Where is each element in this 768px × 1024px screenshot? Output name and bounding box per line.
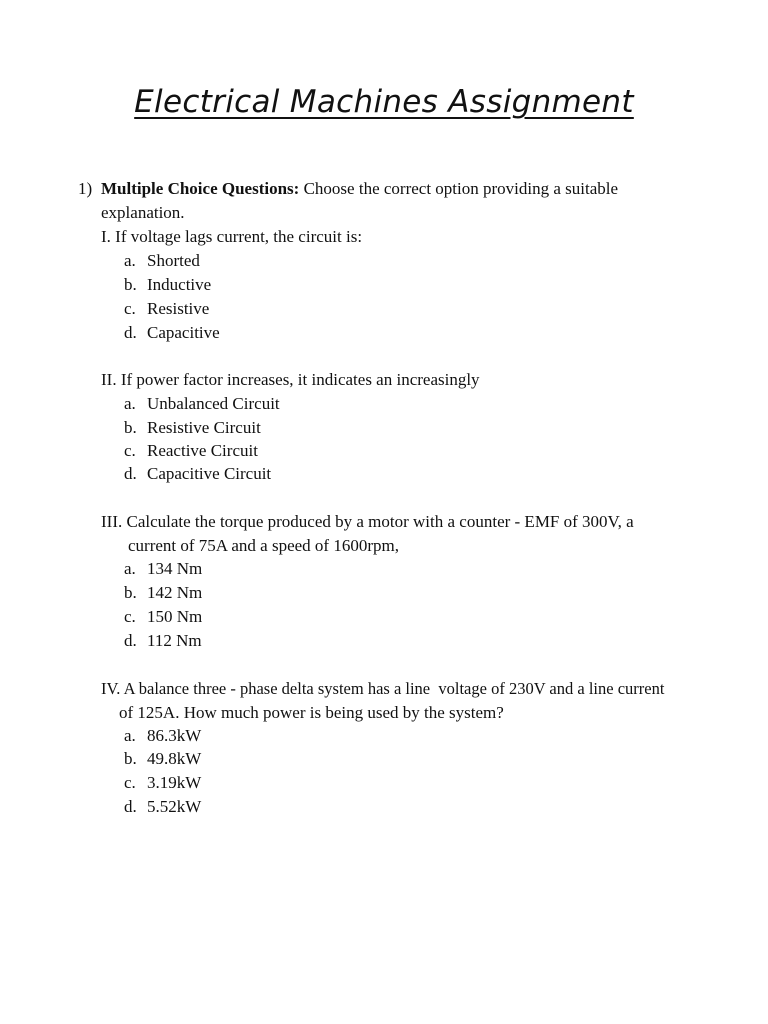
q3-option-d-letter: d. [124, 631, 137, 650]
q1-option-c-letter: c. [124, 299, 136, 318]
intro-text: Choose the correct option providing a suitable [303, 179, 619, 198]
q1-option-a-letter: a. [124, 251, 136, 270]
question-4-stem-line-2: of 125A. How much power is being used by the system? [119, 703, 504, 722]
q2-option-c-letter: c. [124, 441, 136, 460]
intro-heading: Multiple Choice Questions: [101, 179, 300, 198]
q2-option-b: Resistive Circuit [147, 418, 261, 437]
q2-option-b-letter: b. [124, 418, 137, 437]
q4-option-a: 86.3kW [147, 726, 202, 745]
question-1-stem: I. If voltage lags current, the circuit is: [101, 227, 363, 246]
q1-option-b-letter: b. [124, 275, 137, 294]
q1-option-b: Inductive [147, 275, 212, 294]
q3-option-c-letter: c. [124, 607, 136, 626]
q1-option-c: Resistive [147, 299, 210, 318]
q2-option-a-letter: a. [124, 394, 136, 413]
q3-option-a-letter: a. [124, 559, 136, 578]
question-3-stem-line-1: III. Calculate the torque produced by a motor with a counter - EMF of 300V, a [101, 512, 634, 531]
q1-option-d-letter: d. [124, 323, 137, 342]
question-3-stem-line-2: current of 75A and a speed of 1600rpm, [128, 536, 399, 555]
q3-option-c: 150 Nm [147, 607, 203, 626]
page-title [0, 80, 768, 124]
q4-option-a-letter: a. [124, 726, 136, 745]
q2-option-d: Capacitive Circuit [147, 464, 272, 483]
q3-option-b: 142 Nm [147, 583, 203, 602]
q4-option-b-letter: b. [124, 749, 137, 768]
q4-option-b: 49.8kW [147, 749, 202, 768]
q4-option-c-letter: c. [124, 773, 136, 792]
q3-option-b-letter: b. [124, 583, 137, 602]
question-4-stem-line-1: IV. A balance three - phase delta system has a line voltage of 230V and a line current [101, 679, 665, 698]
q2-option-a: Unbalanced Circuit [147, 394, 280, 413]
intro-line-1 [101, 177, 618, 201]
q1-option-a: Shorted [147, 251, 200, 270]
question-2-stem: II. If power factor increases, it indicates an increasingly [101, 370, 480, 389]
q4-option-d-letter: d. [124, 797, 137, 816]
q2-option-d-letter: d. [124, 464, 137, 483]
question-number: 1) [78, 179, 93, 198]
q3-option-d: 112 Nm [147, 631, 202, 650]
title-text: Electrical Machines Assignment [134, 84, 634, 120]
q1-option-d: Capacitive [147, 323, 220, 342]
intro-line-2: explanation. [101, 203, 185, 222]
q2-option-c: Reactive Circuit [147, 441, 258, 460]
q4-option-c: 3.19kW [147, 773, 202, 792]
q4-option-d: 5.52kW [147, 797, 202, 816]
q3-option-a: 134 Nm [147, 559, 203, 578]
